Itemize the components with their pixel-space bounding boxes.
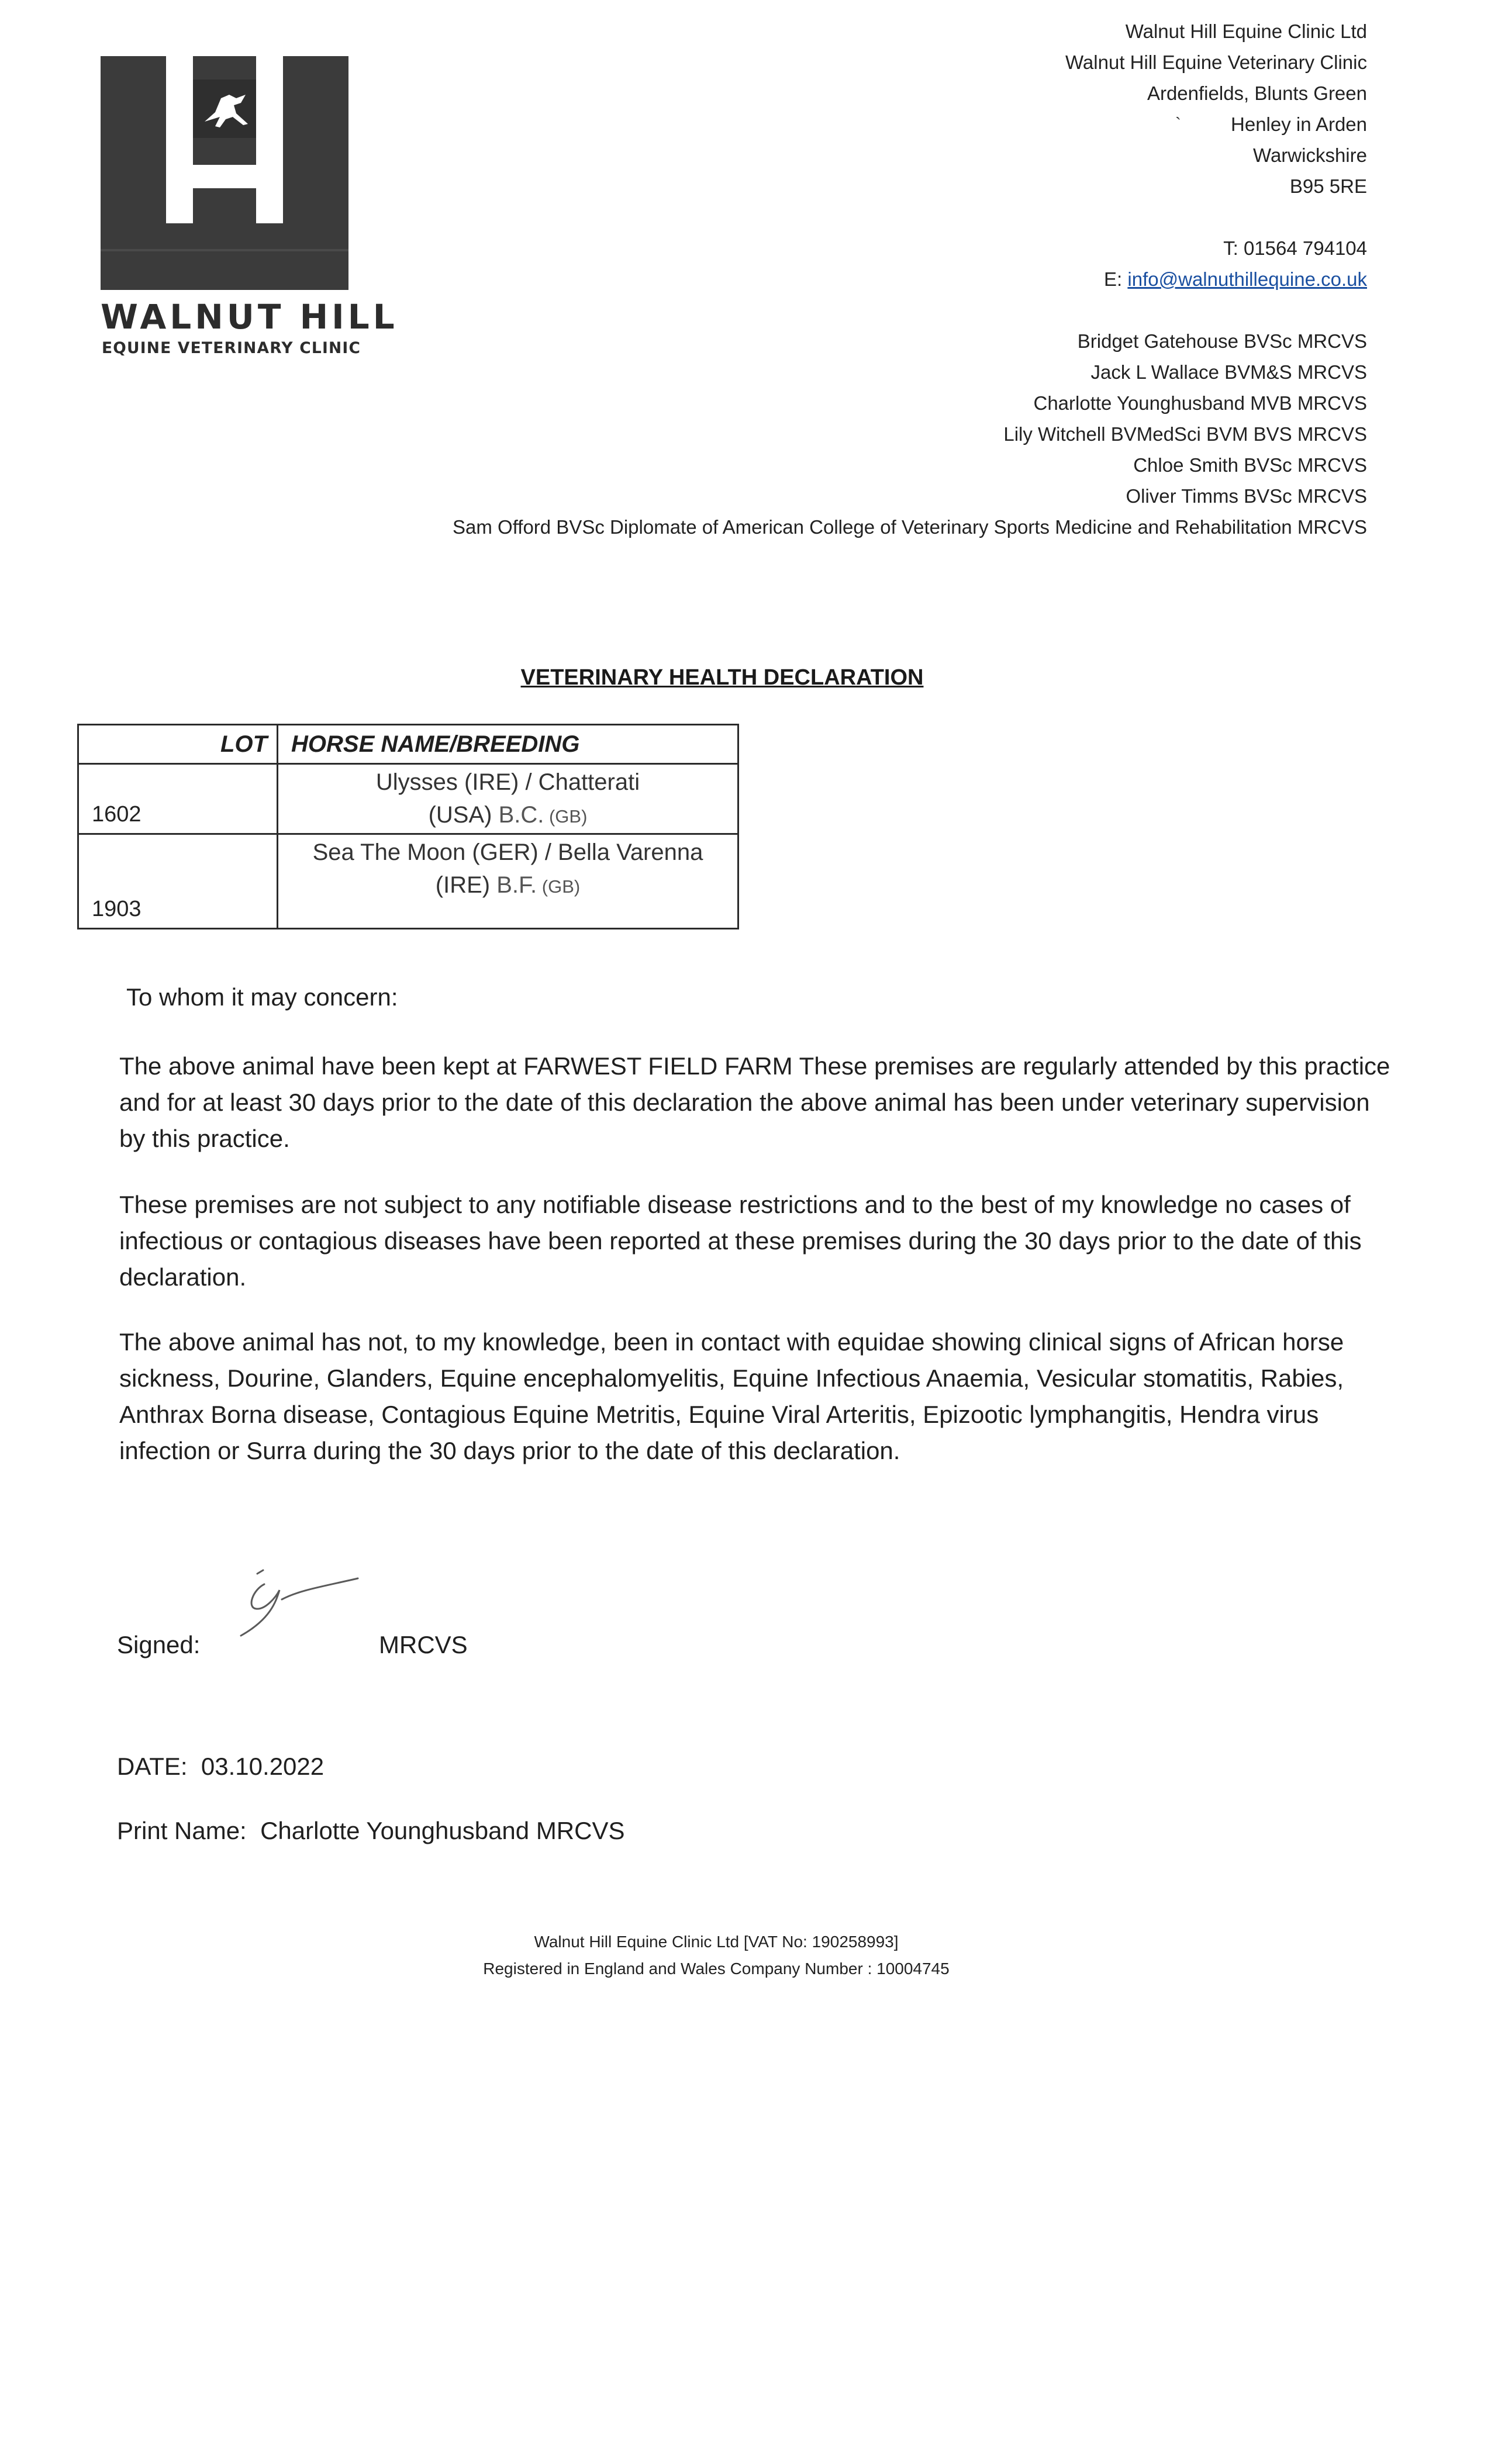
declaration-paragraph: The above animal have been kept at FARWEST FIELD FARM These premises are regularly attended by this practice and for at least 30 days prior to the date of this declaration the above animal has been under veterinary supervision by this practice. [119,1052,1390,1152]
staff-member: Lily Witchell BVMedSci BVM BVS MRCVS [1003,423,1367,445]
lot-table [77,724,739,929]
table-header-row [78,725,738,764]
address-line: B95 5RE [1289,175,1367,197]
footer-registration: Registered in England and Wales Company Number : 10004745 [483,1960,950,1978]
email-link[interactable]: info@walnuthillequine.co.uk [1127,268,1367,290]
staff-member: Sam Offord BVSc Diplomate of American College of Veterinary Sports Medicine and Rehabilitation MRCVS [453,516,1367,538]
horse-details [278,869,737,903]
table-row [78,834,738,929]
horse-column-header: HORSE NAME/BREEDING [278,725,738,764]
staff-member: Jack L Wallace BVM&S MRCVS [1090,361,1367,383]
horse-breeding [278,834,738,929]
stray-mark: ` [1175,115,1181,134]
signature-suffix: MRCVS [379,1631,468,1658]
lot-column-header: LOT [78,725,278,764]
horse-sex: B.F. [490,872,537,898]
horse-breeding [278,764,738,834]
print-name-value: Charlotte Younghusband MRCVS [260,1817,625,1844]
footer-vat: Walnut Hill Equine Clinic Ltd [VAT No: 190258993] [534,1933,899,1951]
horse-icon [193,80,256,138]
phone-number: T: 01564 794104 [1223,237,1367,259]
address-line: Warwickshire [1253,144,1367,166]
staff-member: Chloe Smith BVSc MRCVS [1133,454,1367,476]
document-title: VETERINARY HEALTH DECLARATION [520,665,924,690]
clinic-logo-mark [101,56,348,290]
declaration-paragraph: The above animal has not, to my knowledge, been in contact with equidae showing clinical signs of African horse sickness, Dourine, Glanders, Equine encephalomyelitis, Equine Infectious Anaemia, Vesicular stomatitis, Rabies, Anthrax Borna disease, Contagious Equine Metritis, Equine Viral Arteritis, Epizootic lymphangitis, Hendra virus infection or Surra during the 30 days prior to the date of this declaration. [119,1328,1344,1464]
print-name-line [117,1817,625,1845]
lot-number: 1903 [78,834,278,929]
email-label: E: [1104,268,1128,290]
date-line [117,1753,324,1781]
logo-subtitle: EQUINE VETERINARY CLINIC [102,339,361,357]
declaration-paragraph: These premises are not subject to any notifiable disease restrictions and to the best of my knowledge no cases of infectious or contagious diseases have been reported at these premises during the 30 days prior to the date of this declaration. [119,1191,1362,1291]
staff-member: Oliver Timms BVSc MRCVS [1126,485,1367,507]
email-line [1104,268,1367,291]
print-name-label: Print Name: [117,1817,247,1844]
horse-pedigree: Ulysses (IRE) / Chatterati [375,769,640,795]
horse-country: (GB) [537,876,581,897]
horse-pedigree: Sea The Moon (GER) / Bella Varenna [312,839,703,865]
horse-origin: (IRE) [435,872,491,898]
date-label: DATE: [117,1753,188,1780]
signature-mark [229,1567,370,1649]
horse-sex: B.C. [492,802,544,828]
salutation: To whom it may concern: [126,983,398,1011]
horse-details [278,799,737,833]
horse-country: (GB) [544,806,588,827]
staff-member: Bridget Gatehouse BVSc MRCVS [1077,330,1367,352]
lot-number: 1602 [78,764,278,834]
signed-label: Signed: [117,1631,201,1658]
address-line: Walnut Hill Equine Clinic Ltd [1125,20,1367,42]
address-line: Ardenfields, Blunts Green [1147,82,1367,104]
staff-member: Charlotte Younghusband MVB MRCVS [1033,392,1367,414]
date-value: 03.10.2022 [201,1753,325,1780]
horse-origin: (USA) [428,802,492,828]
logo-name: WALNUT HILL [101,297,398,337]
table-row [78,764,738,834]
address-line: Henley in Arden [1231,113,1367,135]
address-line: Walnut Hill Equine Veterinary Clinic [1065,51,1367,73]
